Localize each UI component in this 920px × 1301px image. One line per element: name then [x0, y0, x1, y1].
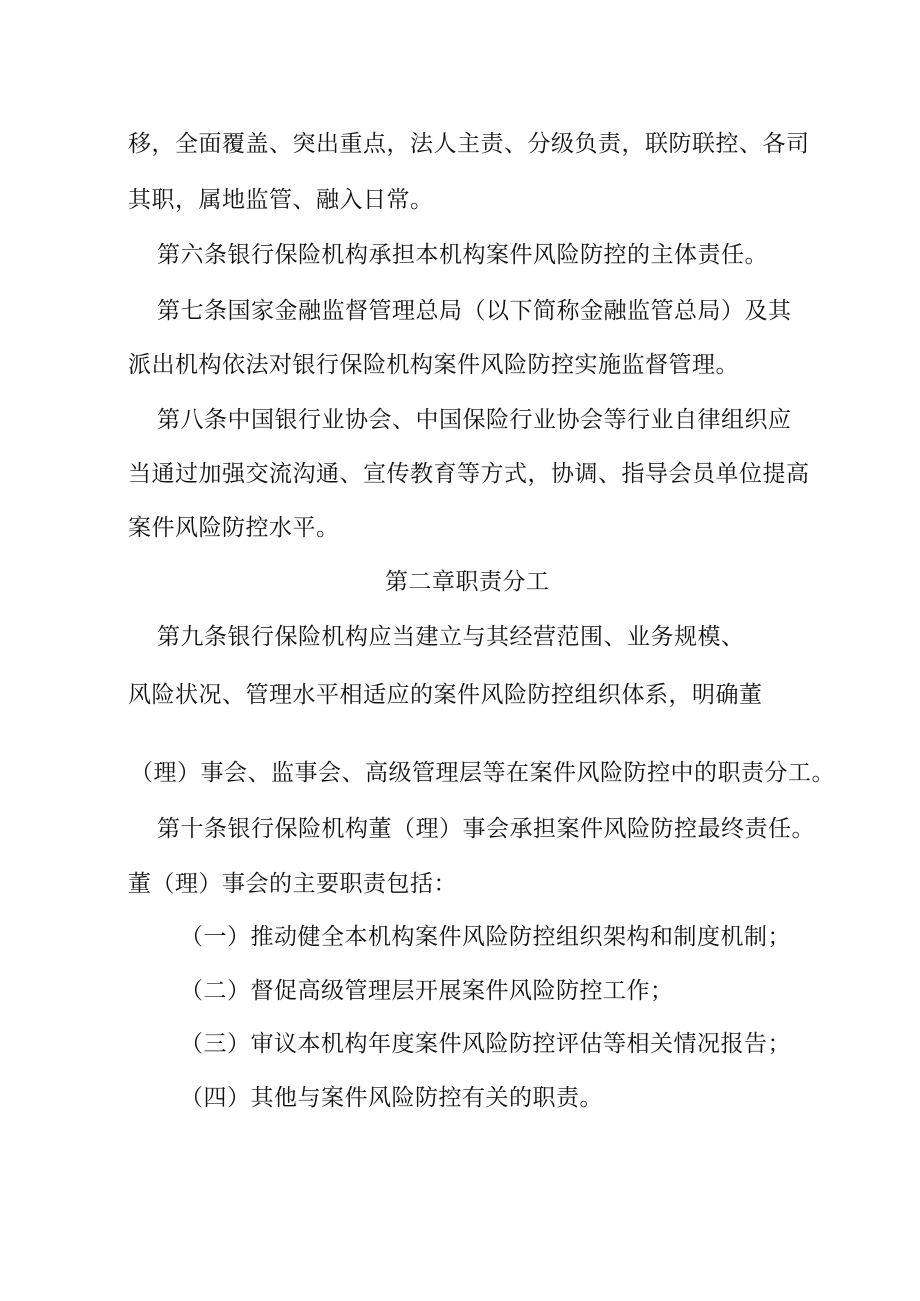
- chapter-heading: 第二章职责分工: [385, 569, 550, 595]
- paragraph-line: 移，全面覆盖、突出重点，法人主责、分级负责，联防联控、各司: [128, 131, 810, 157]
- paragraph-line: 董（理）事会的主要职责包括：: [128, 871, 457, 897]
- list-item-3: （三）审议本机构年度案件风险防控评估等相关情况报告；: [180, 1031, 791, 1057]
- article-7-line: 第七条国家金融监督管理总局（以下简称金融监管总局）及其: [157, 298, 792, 324]
- paragraph-line: 案件风险防控水平。: [128, 515, 340, 541]
- paragraph-line: 其职，属地监管、融入日常。: [128, 187, 434, 213]
- list-item-2: （二）督促高级管理层开展案件风险防控工作；: [180, 978, 674, 1004]
- list-item-4: （四）其他与案件风险防控有关的职责。: [180, 1085, 603, 1111]
- list-item-1: （一）推动健全本机构案件风险防控组织架构和制度机制；: [180, 924, 791, 950]
- article-9-line: 第九条银行保险机构应当建立与其经营范围、业务规模、: [157, 624, 745, 650]
- paragraph-line: （理）事会、监事会、高级管理层等在案件风险防控中的职责分工。: [130, 760, 835, 786]
- article-8-line: 第八条中国银行业协会、中国保险行业协会等行业自律组织应: [157, 407, 792, 433]
- article-6-line: 第六条银行保险机构承担本机构案件风险防控的主体责任。: [157, 242, 768, 268]
- paragraph-line: 风险状况、管理水平相适应的案件风险防控组织体系，明确董: [128, 682, 763, 708]
- paragraph-line: 派出机构依法对银行保险机构案件风险防控实施监督管理。: [128, 352, 739, 378]
- article-10-line: 第十条银行保险机构董（理）事会承担案件风险防控最终责任。: [157, 816, 815, 842]
- paragraph-line: 当通过加强交流沟通、宣传教育等方式，协调、指导会员单位提高: [128, 461, 810, 487]
